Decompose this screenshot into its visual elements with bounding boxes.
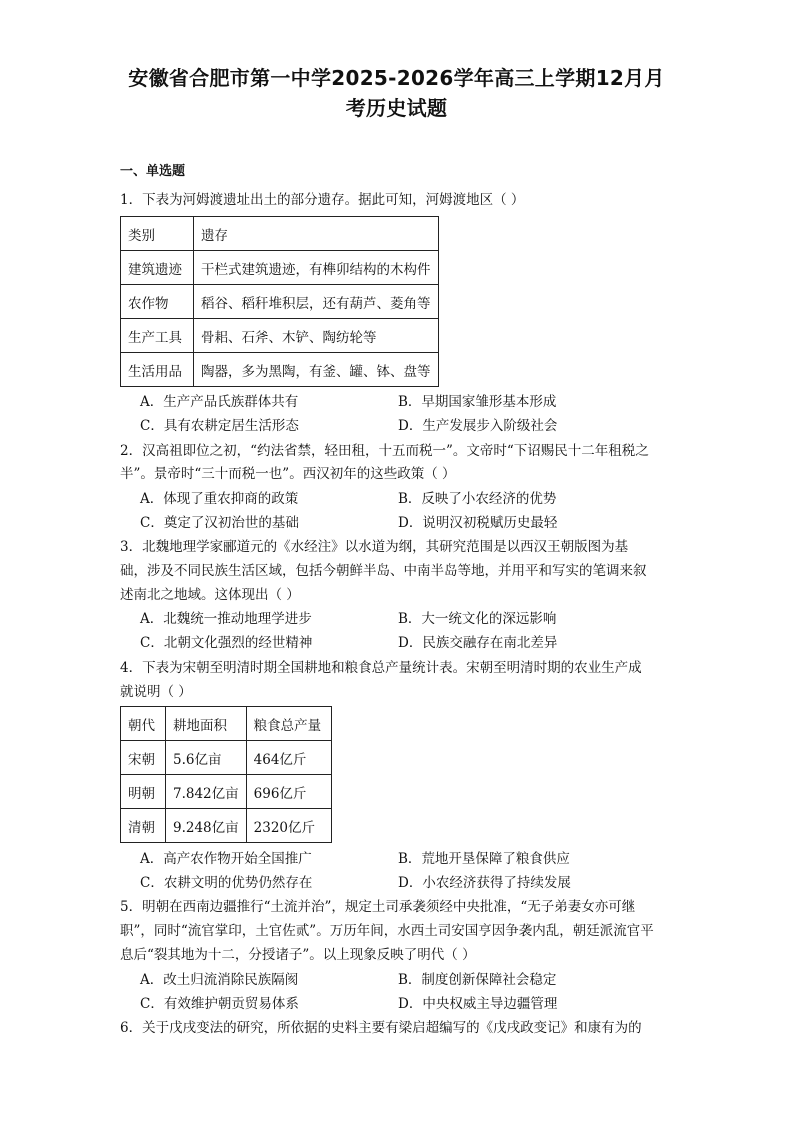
q3-stem-line: 3．北魏地理学家郦道元的《水经注》以水道为纲，其研究范围是以西汉王朝版图为基 <box>120 539 629 555</box>
q5-stem-line: 职”，同时“流官掌印，土官佐贰”。万历年间，水西土司安国亨因争袭内乱，朝廷派流官平 <box>120 923 654 939</box>
table-row <box>121 707 332 741</box>
table-cell: 陶器，多为黑陶，有釜、罐、钵、盘等 <box>194 353 439 387</box>
exam-title-line1: 安徽省合肥市第一中学2025-2026学年高三上学期12月月 <box>128 66 665 90</box>
q5-option-b[interactable]: B．制度创新保障社会稳定 <box>398 972 557 988</box>
q4-option-b[interactable]: B．荒地开垦保障了粮食供应 <box>398 851 570 867</box>
q2-stem-line: 2．汉高祖即位之初，“约法省禁，轻田租，十五而税一”。文帝时“下诏赐民十二年租税之 <box>120 443 649 459</box>
table-cell: 农作物 <box>121 285 194 319</box>
table-cell: 9.248亿亩 <box>166 809 247 843</box>
table-cell: 遗存 <box>194 217 439 251</box>
q4-option-a[interactable]: A．高产农作物开始全国推广 <box>140 851 312 867</box>
section-heading: 一、单选题 <box>120 164 186 179</box>
table-row <box>121 251 439 285</box>
table-cell: 宋朝 <box>121 741 166 775</box>
q1-option-a[interactable]: A．生产产品氏族群体共有 <box>140 394 299 410</box>
q3-stem-line: 础，涉及不同民族生活区域，包括今朝鲜半岛、中南半岛等地，并用平和写实的笔调来叙 <box>120 563 647 579</box>
q2-option-a[interactable]: A．体现了重农抑商的政策 <box>140 491 299 507</box>
exam-title-line2: 考历史试题 <box>345 96 448 120</box>
q1-table <box>120 216 439 387</box>
q3-stem-line: 述南北之地域。这体现出（ ） <box>120 587 300 603</box>
table-row <box>121 809 332 843</box>
q5-option-c[interactable]: C．有效维护朝贡贸易体系 <box>140 996 299 1012</box>
q1-option-d[interactable]: D．生产发展步入阶级社会 <box>398 418 558 434</box>
table-cell: 清朝 <box>121 809 166 843</box>
q2-option-b[interactable]: B．反映了小农经济的优势 <box>398 491 557 507</box>
q1-stem: 1．下表为河姆渡遗址出土的部分遗存。据此可知，河姆渡地区（ ） <box>120 192 525 208</box>
table-row <box>121 285 439 319</box>
q5-stem-line: 息后“裂其地为十二，分授诸子”。以上现象反映了明代（ ） <box>120 947 476 963</box>
q4-option-c[interactable]: C．农耕文明的优势仍然存在 <box>140 875 313 891</box>
q4-option-d[interactable]: D．小农经济获得了持续发展 <box>398 875 571 891</box>
q5-option-a[interactable]: A．改土归流消除民族隔阂 <box>140 972 299 988</box>
q2-stem-line: 半”。景帝时“三十而税一也”。西汉初年的这些政策（ ） <box>120 466 456 482</box>
table-cell: 明朝 <box>121 775 166 809</box>
q2-option-c[interactable]: C．奠定了汉初治世的基础 <box>140 515 299 531</box>
table-cell: 干栏式建筑遗迹，有榫卯结构的木构件 <box>194 251 439 285</box>
table-row <box>121 353 439 387</box>
table-cell: 骨耜、石斧、木铲、陶纺轮等 <box>194 319 439 353</box>
q4-table <box>120 706 332 843</box>
q1-option-b[interactable]: B．早期国家雏形基本形成 <box>398 394 557 410</box>
table-cell: 耕地面积 <box>166 707 247 741</box>
table-cell: 生活用品 <box>121 353 194 387</box>
table-cell: 7.842亿亩 <box>166 775 247 809</box>
q3-option-b[interactable]: B．大一统文化的深远影响 <box>398 611 557 627</box>
table-cell: 464亿斤 <box>246 741 331 775</box>
table-cell: 生产工具 <box>121 319 194 353</box>
table-cell: 建筑遗迹 <box>121 251 194 285</box>
q4-stem-line: 就说明（ ） <box>120 684 192 700</box>
table-cell: 稻谷、稻秆堆积层，还有葫芦、菱角等 <box>194 285 439 319</box>
q3-option-a[interactable]: A．北魏统一推动地理学进步 <box>140 611 312 627</box>
table-row <box>121 319 439 353</box>
q3-option-d[interactable]: D．民族交融存在南北差异 <box>398 635 558 651</box>
table-cell: 2320亿斤 <box>246 809 331 843</box>
table-row <box>121 775 332 809</box>
table-cell: 粮食总产量 <box>246 707 331 741</box>
table-cell: 朝代 <box>121 707 166 741</box>
q1-option-c[interactable]: C．具有农耕定居生活形态 <box>140 418 299 434</box>
table-row <box>121 741 332 775</box>
table-cell: 5.6亿亩 <box>166 741 247 775</box>
q2-option-d[interactable]: D．说明汉初税赋历史最轻 <box>398 515 558 531</box>
q5-option-d[interactable]: D．中央权威主导边疆管理 <box>398 996 558 1012</box>
q3-option-c[interactable]: C．北朝文化强烈的经世精神 <box>140 635 313 651</box>
q6-stem-line: 6．关于戊戌变法的研究，所依据的史料主要有梁启超编写的《戊戌政变记》和康有为的 <box>120 1020 642 1036</box>
table-cell: 类别 <box>121 217 194 251</box>
table-row <box>121 217 439 251</box>
q4-stem-line: 4．下表为宋朝至明清时期全国耕地和粮食总产量统计表。宋朝至明清时期的农业生产成 <box>120 660 642 676</box>
q5-stem-line: 5．明朝在西南边疆推行“土流并治”，规定土司承袭须经中央批准，“无子弟妻女亦可继 <box>120 899 636 915</box>
table-cell: 696亿斤 <box>246 775 331 809</box>
